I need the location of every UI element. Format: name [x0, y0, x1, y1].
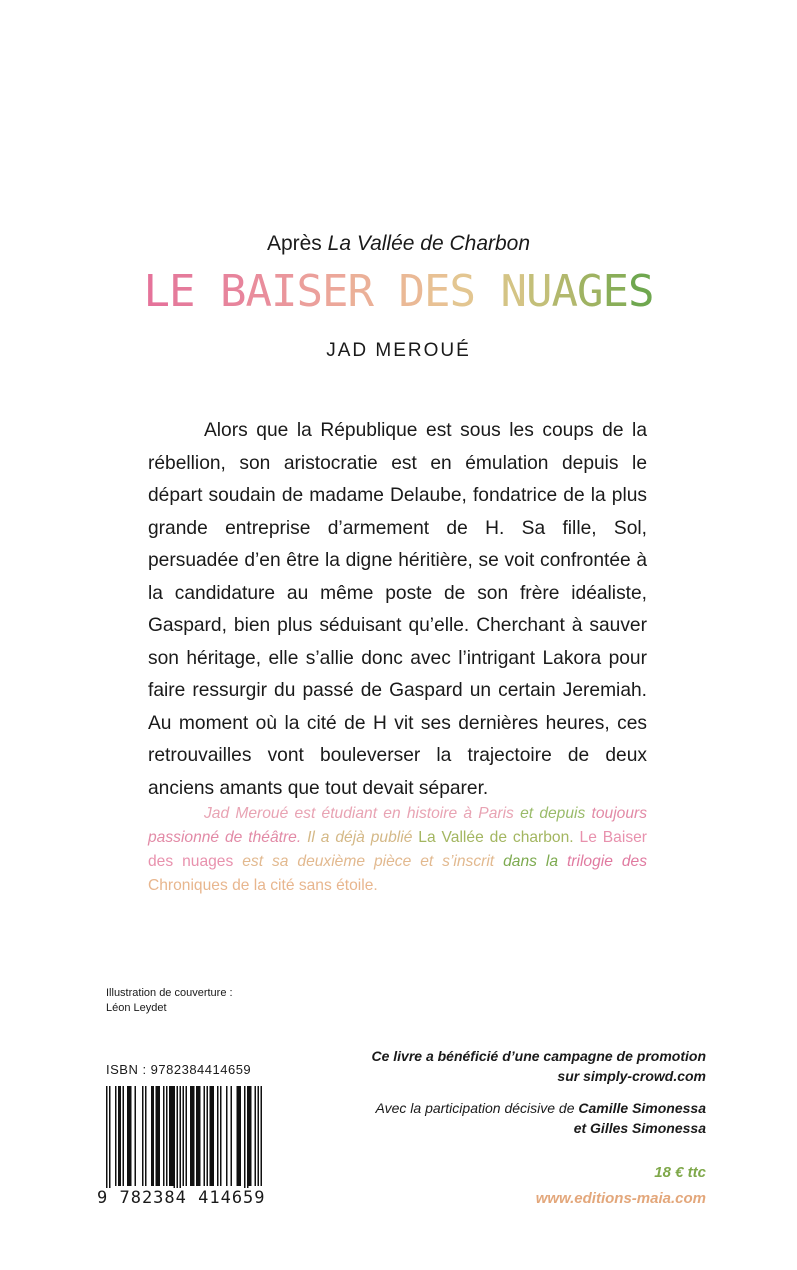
title-letter: E [169, 266, 195, 317]
author-bio [148, 802, 647, 898]
illustration-label: Illustration de couverture : [106, 987, 233, 999]
series-prefix: Après [266, 232, 322, 255]
barcode-bar [109, 1086, 111, 1200]
series-title: La Vallée de Charbon [327, 232, 531, 255]
barcode-bar [145, 1086, 147, 1186]
title-letter: G [577, 266, 603, 317]
barcode-bar [186, 1086, 188, 1186]
bio-segment: et depuis [520, 805, 586, 822]
barcode-bar [153, 1086, 155, 1186]
barcode-bar [135, 1086, 137, 1186]
bio-segment: toujours passionné de théâtre. [148, 805, 648, 846]
title-letter: S [628, 266, 654, 317]
book-title [0, 266, 797, 318]
bio-segment: Il a déjà publié [307, 829, 419, 846]
barcode-bar [169, 1086, 171, 1186]
barcode-bar [177, 1086, 179, 1200]
barcode-bar [115, 1086, 117, 1186]
barcode-bar [174, 1086, 176, 1200]
bio-segment: Chroniques de la cité sans étoile. [148, 877, 378, 894]
barcode-bar [255, 1086, 257, 1186]
barcode-bar [172, 1086, 174, 1186]
bio-segment: est sa deuxième pièce et s’inscrit [242, 853, 504, 870]
title-letter [475, 266, 501, 318]
barcode-bar [163, 1086, 165, 1186]
barcode-bar [159, 1086, 161, 1186]
barcode-bar [261, 1086, 263, 1186]
barcode-bar [123, 1086, 125, 1186]
barcode-bar [220, 1086, 222, 1186]
barcode-bar [210, 1086, 212, 1186]
illustration-credit [106, 986, 233, 1016]
synopsis-text: Alors que la République est sous les coups de la rébellion, son aristocratie est en émulation depuis le départ soudain de madame Delaube, fondatrice de la plus grande entreprise d’armement de H. Sa fille, Sol, persuadée d’en être la digne héritière, se voit confrontée à la candidature au même poste de son frère idéaliste, Gaspard, bien plus séduisant qu’elle. Cherchant à sauver son héritage, elle s’allie donc avec l’intrigant Lakora pour faire ressurgir du passé de Gaspard un certain Jeremiah. Au moment où la cité de H vit ses dernières heures, ces retrouvailles vont bouleverser la trajectoire de deux anciens amants que tout devait séparer. [148, 420, 647, 799]
barcode-bar [213, 1086, 215, 1186]
title-letter: N [500, 266, 526, 317]
participation-prefix: Avec la participation décisive de [375, 1100, 579, 1116]
barcode-bar [217, 1086, 219, 1186]
barcode-bar [250, 1086, 252, 1186]
barcode-digits: 9 782384 414659 [97, 1188, 266, 1208]
barcode-bar [190, 1086, 192, 1186]
promotion-line-1: Ce livre a bénéficié d’une campagne de promotion [371, 1048, 706, 1064]
barcode-bar [240, 1086, 242, 1186]
barcode-bar [211, 1086, 213, 1186]
barcode-bar [127, 1086, 129, 1186]
series-reference [0, 232, 797, 256]
bio-segment: trilogie des [558, 853, 647, 870]
participation-note [376, 1098, 706, 1138]
title-letter: A [551, 266, 577, 317]
barcode-bar [204, 1086, 206, 1186]
isbn-label: ISBN : 9782384414659 [106, 1062, 252, 1077]
barcode-bar [171, 1086, 173, 1186]
barcode-bar [244, 1086, 246, 1200]
publisher-website[interactable]: www.editions-maia.com [535, 1190, 706, 1207]
participant-name-1: Camille Simonessa [578, 1100, 706, 1116]
author-name: JAD MEROUÉ [326, 340, 471, 361]
bio-segment: Jad Meroué est étudiant en histoire à Paris [204, 805, 521, 822]
barcode-bar [193, 1086, 195, 1186]
title-letter: A [245, 266, 271, 317]
barcode-bar [156, 1086, 158, 1186]
barcode-bar [192, 1086, 194, 1186]
barcode-bar [180, 1086, 182, 1200]
barcode-bar [258, 1086, 260, 1186]
title-letter: S [449, 266, 475, 317]
title-letter [373, 266, 399, 318]
title-letter: E [602, 266, 628, 317]
promotion-note [371, 1046, 706, 1086]
barcode-bar [199, 1086, 201, 1186]
barcode-bar [130, 1086, 132, 1186]
title-letter: R [347, 266, 373, 317]
barcode-bar [118, 1086, 120, 1186]
bio-segment: dans la [503, 853, 558, 870]
participant-line-2: et Gilles Simonessa [573, 1120, 706, 1136]
barcode-bar [231, 1086, 233, 1186]
barcode-bar [106, 1086, 108, 1200]
barcode-bar [207, 1086, 209, 1186]
barcode-bar [151, 1086, 153, 1186]
illustrator-name: Léon Leydet [106, 1002, 167, 1014]
barcode-bar [238, 1086, 240, 1186]
barcode-bar [196, 1086, 198, 1186]
barcode-bar [142, 1086, 144, 1186]
barcode [103, 1086, 265, 1200]
title-letter: S [296, 266, 322, 317]
barcode-bar [183, 1086, 185, 1186]
barcode-bar [226, 1086, 228, 1186]
title-letter: I [271, 266, 297, 317]
barcode-bar [249, 1086, 251, 1186]
barcode-bar [247, 1086, 249, 1200]
title-letter: E [424, 266, 450, 317]
barcode-bar [129, 1086, 131, 1186]
title-letter: E [322, 266, 348, 317]
title-letter: D [398, 266, 424, 317]
barcode-bar [198, 1086, 200, 1186]
bio-segment: Le Baiser des nuages [148, 829, 647, 870]
promotion-line-2: sur simply-crowd.com [557, 1068, 706, 1084]
barcode-bar [157, 1086, 159, 1186]
barcode-bar [166, 1086, 168, 1186]
barcode-bar [237, 1086, 239, 1186]
title-letter [195, 266, 221, 318]
barcode-bar [120, 1086, 122, 1186]
title-letter: B [220, 266, 246, 317]
title-letter: U [526, 266, 552, 317]
bio-segment: La Vallée de charbon. [418, 829, 574, 846]
title-letter: L [143, 266, 169, 317]
price: 18 € ttc [654, 1164, 706, 1181]
